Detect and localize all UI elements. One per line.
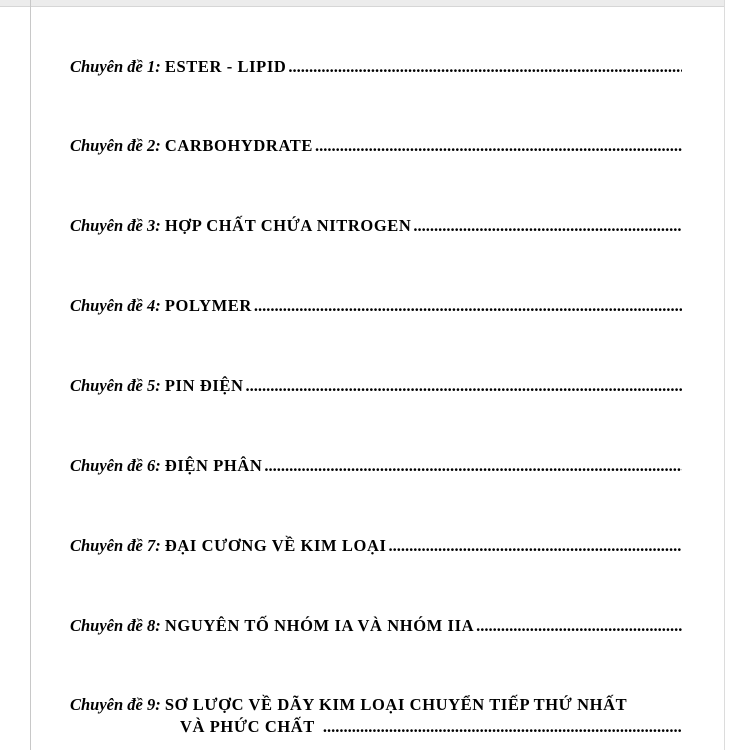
toc-entry-5[interactable] [70,375,682,397]
toc-entry-number: Chuyên đề 8: [70,616,161,635]
toc-entry-title: NGUYÊN TỐ NHÓM IA VÀ NHÓM IIA [164,616,475,635]
toc-entry-title: PIN ĐIỆN [164,376,244,395]
toc-entry-number: Chuyên đề 9: [70,695,161,714]
toc-entry-title: POLYMER [164,296,252,315]
toc-entry-title: ĐIỆN PHÂN [164,456,263,475]
toc-entry-title: HỢP CHẤT CHỨA NITROGEN [164,216,412,235]
dot-leader [389,535,683,557]
dot-leader [323,716,682,738]
toc-entry-title: SƠ LƯỢC VỀ DÃY KIM LOẠI CHUYỂN TIẾP THỨ NHẤT [164,695,628,714]
toc-entry-number: Chuyên đề 4: [70,296,161,315]
dot-leader [245,375,682,397]
toc-entry-number: Chuyên đề 2: [70,136,161,155]
toc-entry-6[interactable] [70,455,682,477]
toc-entry-1[interactable] [70,56,682,78]
toc-entry-title-continuation: VÀ PHỨC CHẤT [180,717,315,736]
toc-entry-title: ESTER - LIPID [164,57,287,76]
toc-entry-8[interactable] [70,615,682,637]
toc-entry-7[interactable] [70,535,682,557]
page-top-edge [0,0,724,7]
dot-leader [476,615,682,637]
dot-leader [413,215,682,237]
toc-entry-number: Chuyên đề 3: [70,216,161,235]
dot-leader [315,135,682,157]
toc-entry-title: CARBOHYDRATE [164,136,313,155]
page-left-border [30,0,31,750]
toc-entry-3[interactable] [70,215,682,237]
dot-leader [288,56,682,78]
toc-entry-2[interactable] [70,135,682,157]
dot-leader [264,455,682,477]
toc-entry-number: Chuyên đề 5: [70,376,161,395]
toc-entry-9[interactable] [70,694,682,738]
dot-leader [254,295,682,317]
toc-entry-number: Chuyên đề 6: [70,456,161,475]
toc-entry-4[interactable] [70,295,682,317]
toc-entry-number: Chuyên đề 7: [70,536,161,555]
page-right-border [724,0,725,750]
toc-entry-number: Chuyên đề 1: [70,57,161,76]
toc-entry-title: ĐẠI CƯƠNG VỀ KIM LOẠI [164,536,387,555]
